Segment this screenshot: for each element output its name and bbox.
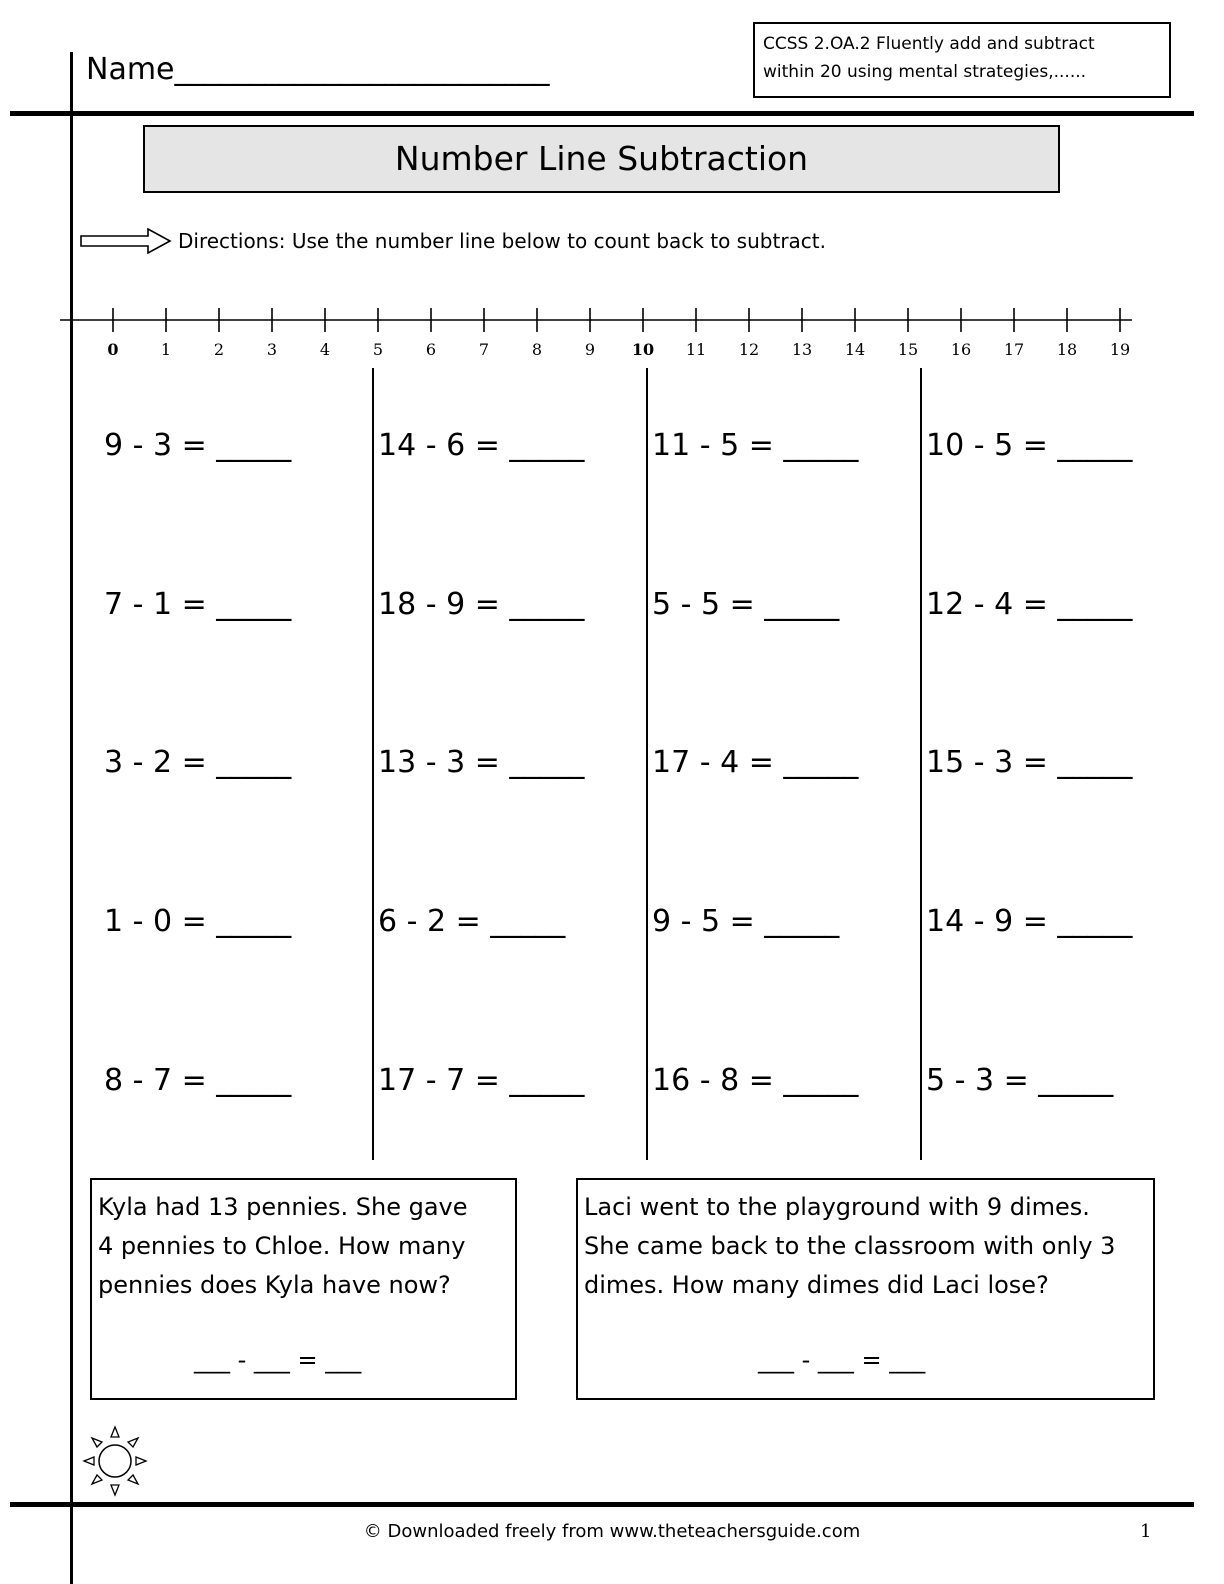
word-problem-equation[interactable]: ___ - ___ = ___: [758, 1346, 926, 1374]
left-margin-rule: [70, 52, 73, 1584]
bottom-rule: [10, 1502, 1194, 1507]
problem[interactable]: 8 - 7 = _____: [104, 1063, 292, 1098]
number-line-label: 3: [266, 340, 278, 359]
problem[interactable]: 14 - 9 = _____: [926, 904, 1133, 939]
problem[interactable]: 12 - 4 = _____: [926, 587, 1133, 622]
problem[interactable]: 10 - 5 = _____: [926, 428, 1133, 463]
arrow-right-icon: [80, 228, 172, 254]
number-line-label: 1: [160, 340, 172, 359]
number-line-label: 13: [791, 340, 813, 359]
word-problem-line: dimes. How many dimes did Laci lose?: [584, 1271, 1049, 1299]
number-line-label: 9: [584, 340, 596, 359]
problem[interactable]: 6 - 2 = _____: [378, 904, 566, 939]
number-line-label: 6: [425, 340, 437, 359]
word-problem-line: Laci went to the playground with 9 dimes.: [584, 1193, 1090, 1221]
page-number: 1: [1140, 1521, 1152, 1542]
problem[interactable]: 16 - 8 = _____: [652, 1063, 859, 1098]
word-problem-line: 4 pennies to Chloe. How many: [98, 1232, 466, 1260]
number-line-label: 11: [685, 340, 707, 359]
sun-icon: [82, 1424, 148, 1498]
directions-text: Directions: Use the number line below to count back to subtract.: [178, 229, 826, 253]
word-problem-equation[interactable]: ___ - ___ = ___: [194, 1346, 362, 1374]
column-divider: [372, 368, 374, 1160]
directions: [80, 228, 826, 254]
problem[interactable]: 7 - 1 = _____: [104, 587, 292, 622]
standard-line-1: CCSS 2.OA.2 Fluently add and subtract: [763, 34, 1095, 54]
column-divider: [920, 368, 922, 1160]
problem[interactable]: 9 - 5 = _____: [652, 904, 840, 939]
number-line-label: 4: [319, 340, 331, 359]
problem[interactable]: 14 - 6 = _____: [378, 428, 585, 463]
problem[interactable]: 17 - 4 = _____: [652, 745, 859, 780]
problem[interactable]: 5 - 3 = _____: [926, 1063, 1114, 1098]
number-line: [58, 300, 1138, 364]
problem[interactable]: 5 - 5 = _____: [652, 587, 840, 622]
number-line-label: 19: [1109, 340, 1131, 359]
standard-line-2: within 20 using mental strategies,......: [763, 62, 1087, 82]
number-line-label: 2: [213, 340, 225, 359]
number-line-label: 5: [372, 340, 384, 359]
number-line-label: 17: [1003, 340, 1025, 359]
word-problem-line: pennies does Kyla have now?: [98, 1271, 451, 1299]
number-line-label: 14: [844, 340, 866, 359]
problem[interactable]: 3 - 2 = _____: [104, 745, 292, 780]
problem[interactable]: 17 - 7 = _____: [378, 1063, 585, 1098]
number-line-label: 18: [1056, 340, 1078, 359]
footer-credit: © Downloaded freely from www.theteachersguide.com: [363, 1521, 861, 1542]
word-problem-line: She came back to the classroom with only 3: [584, 1232, 1116, 1260]
number-line-label: 7: [478, 340, 490, 359]
problem[interactable]: 18 - 9 = _____: [378, 587, 585, 622]
page-title: Number Line Subtraction: [143, 125, 1060, 193]
problem[interactable]: 15 - 3 = _____: [926, 745, 1133, 780]
problem[interactable]: 13 - 3 = _____: [378, 745, 585, 780]
column-divider: [646, 368, 648, 1160]
number-line-label: 0: [107, 340, 119, 359]
problem[interactable]: 1 - 0 = _____: [104, 904, 292, 939]
number-line-label: 15: [897, 340, 919, 359]
number-line-label: 12: [738, 340, 760, 359]
number-line-label: 8: [531, 340, 543, 359]
top-rule: [10, 111, 1194, 116]
name-field[interactable]: Name_________________________: [86, 52, 550, 87]
problem[interactable]: 11 - 5 = _____: [652, 428, 859, 463]
standard-box: [753, 22, 1171, 98]
word-problem-line: Kyla had 13 pennies. She gave: [98, 1193, 468, 1221]
number-line-label: 16: [950, 340, 972, 359]
problem[interactable]: 9 - 3 = _____: [104, 428, 292, 463]
number-line-label: 10: [631, 340, 655, 359]
